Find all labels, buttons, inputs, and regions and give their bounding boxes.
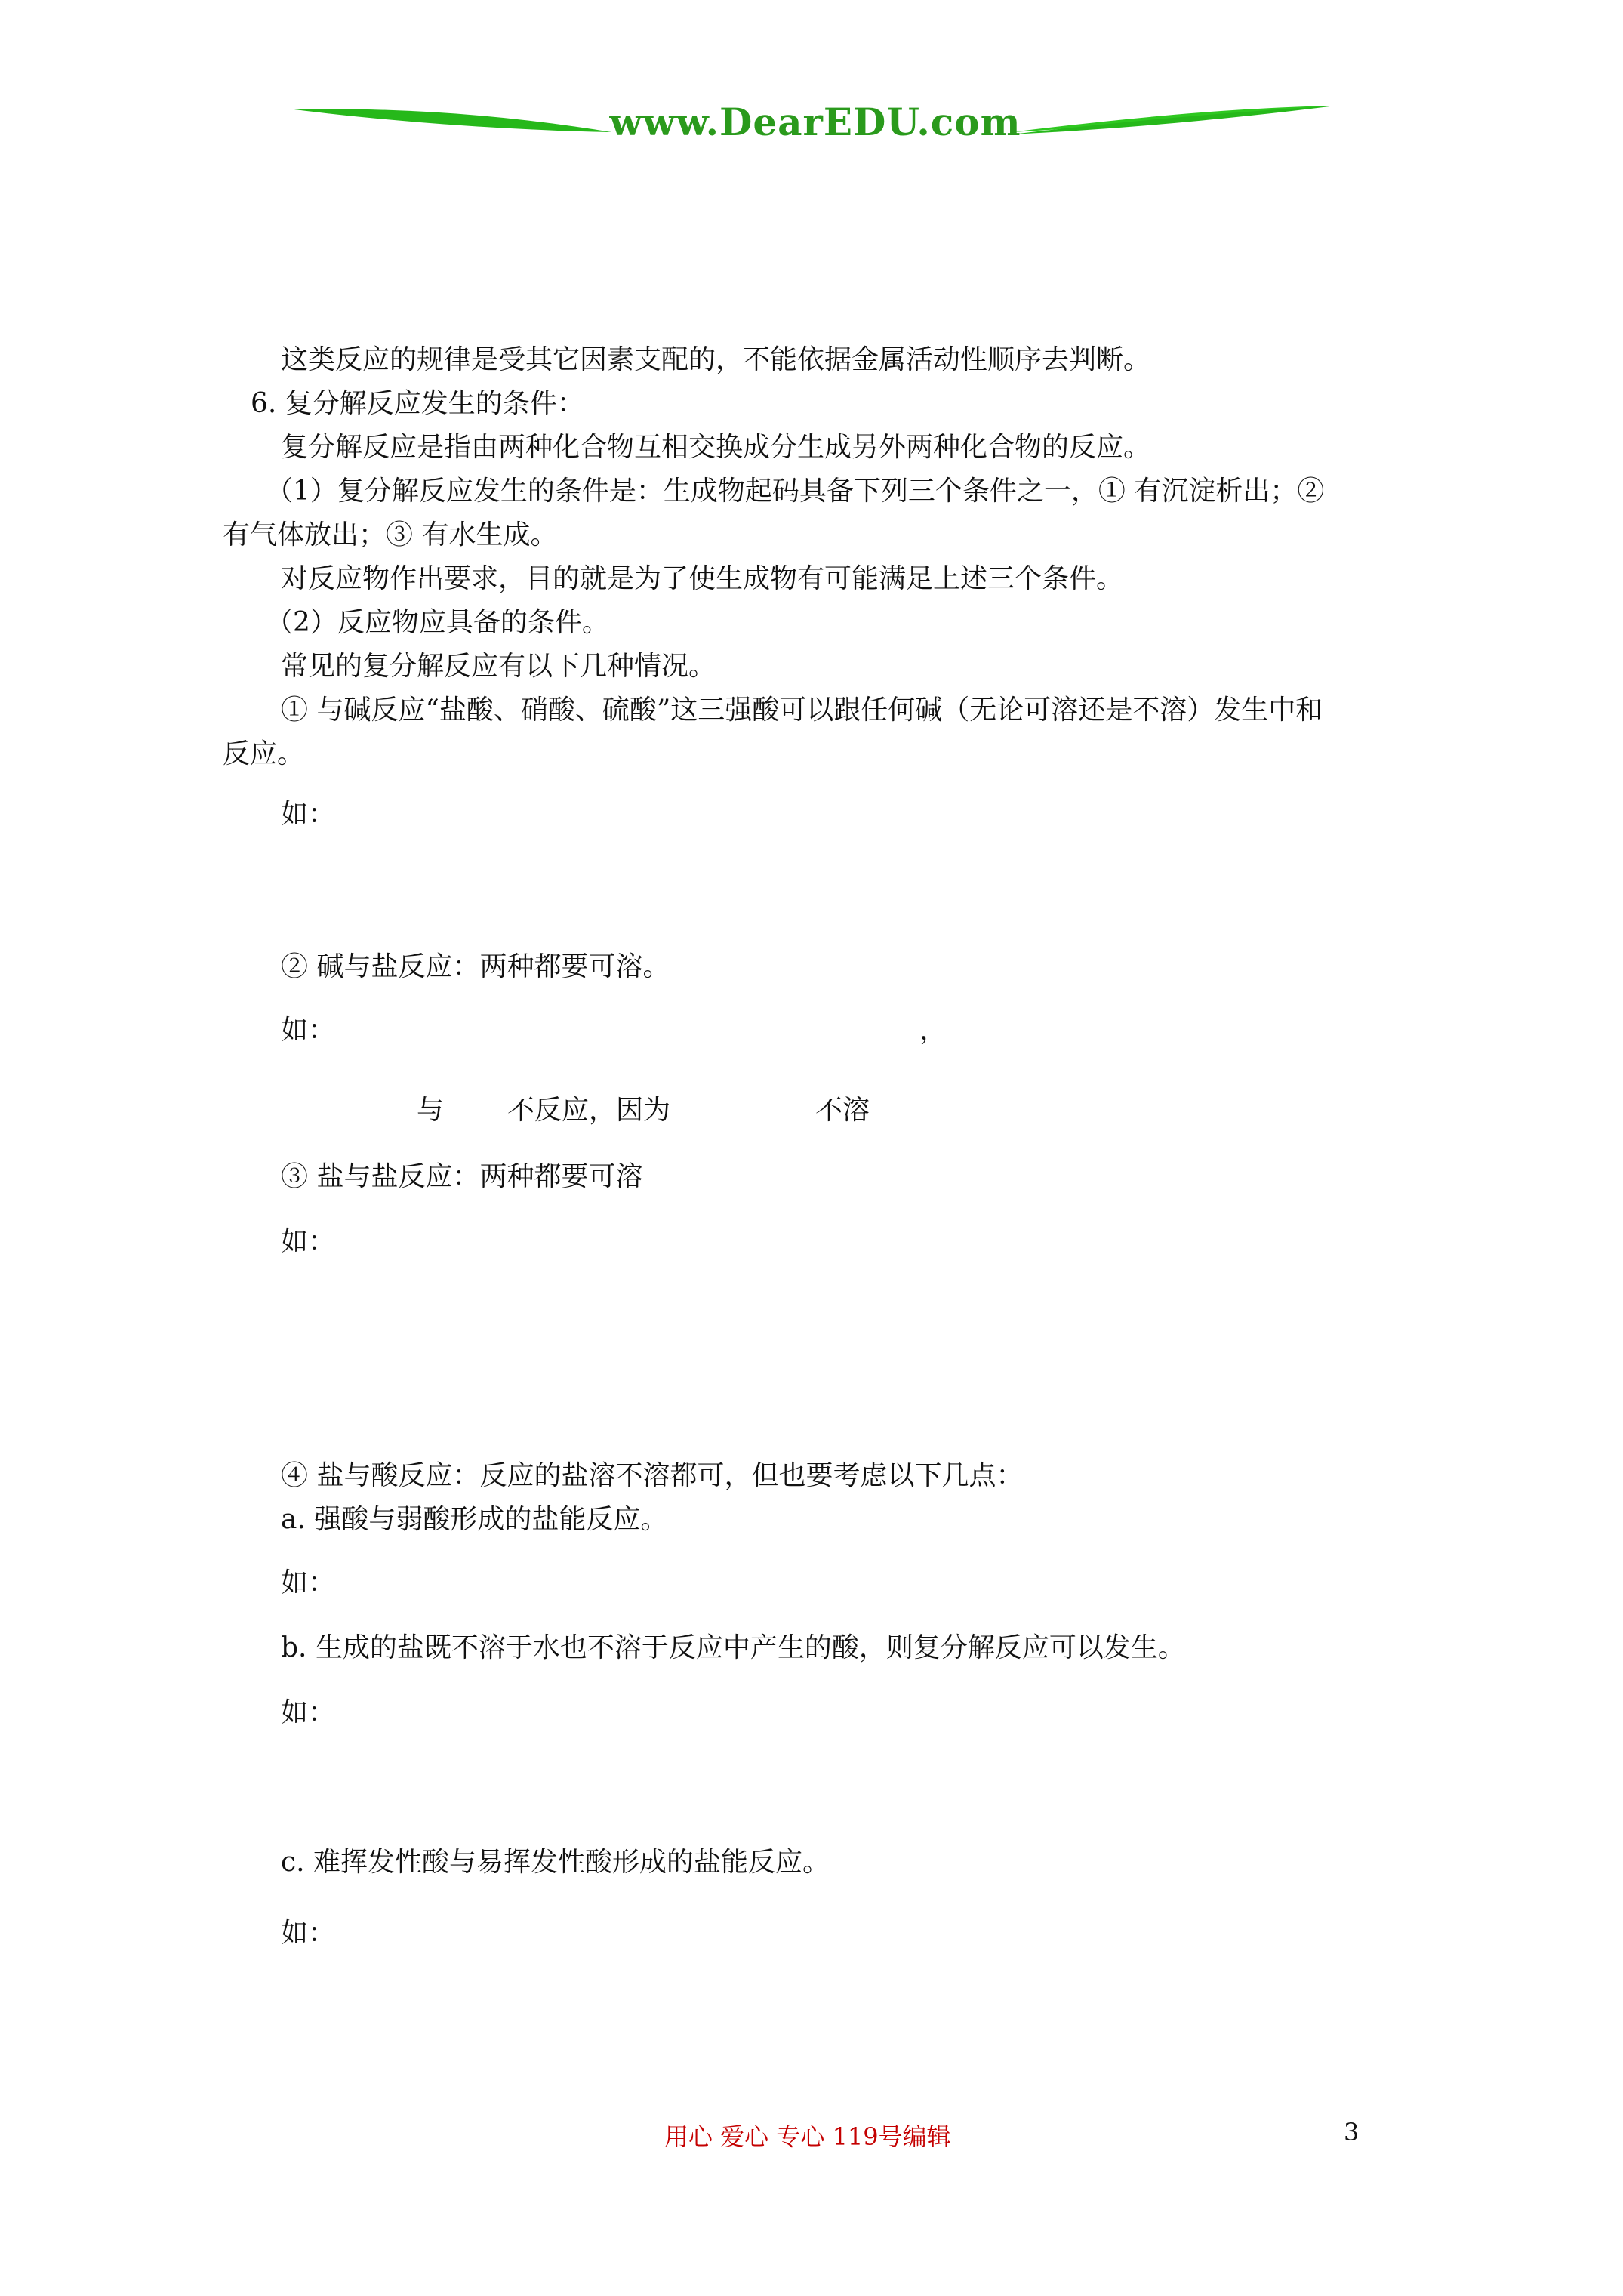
body-fragment: 不反应，因为 (507, 1095, 671, 1126)
punctuation: ， (919, 1015, 947, 1046)
body-line: ③ 盐与盐反应：两种都要可溶 (281, 1161, 643, 1192)
footer-text: 用心 爱心 专心 119号编辑 (664, 2122, 951, 2151)
body-line: 对反应物作出要求，目的就是为了使生成物有可能满足上述三个条件。 (281, 563, 1124, 594)
example-label: 如： (281, 799, 336, 830)
body-line: （1）复分解反应发生的条件是：生成物起码具备下列三个条件之一，① 有沉淀析出；② (266, 476, 1325, 507)
body-line: a. 强酸与弱酸形成的盐能反应。 (281, 1504, 668, 1535)
body-fragment: 不溶 (815, 1095, 870, 1126)
example-label: 如： (281, 1226, 336, 1257)
page-number: 3 (1344, 2118, 1360, 2147)
body-line: ① 与碱反应“盐酸、硝酸、硫酸”这三强酸可以跟任何碱（无论可溶还是不溶）发生中和 (281, 695, 1323, 726)
header-banner (287, 91, 1344, 159)
example-label: 如： (281, 1015, 336, 1046)
body-line: ② 碱与盐反应：两种都要可溶。 (281, 951, 670, 982)
example-label: 如： (281, 1567, 336, 1598)
body-fragment: 与 (417, 1095, 445, 1126)
body-line: ④ 盐与酸反应：反应的盐溶不溶都可，但也要考虑以下几点： (281, 1460, 1024, 1491)
body-line: 反应。 (223, 738, 305, 769)
body-line: 复分解反应是指由两种化合物互相交换成分生成另外两种化合物的反应。 (281, 432, 1151, 463)
example-label: 如： (281, 1918, 336, 1949)
body-line: b. 生成的盐既不溶于水也不溶于反应中产生的酸，则复分解反应可以发生。 (281, 1632, 1185, 1663)
body-line: c. 难挥发性酸与易挥发性酸形成的盐能反应。 (281, 1847, 830, 1878)
body-line: 有气体放出；③ 有水生成。 (223, 519, 558, 550)
example-label: 如： (281, 1697, 336, 1728)
body-line: （2）反应物应具备的条件。 (266, 607, 609, 638)
section-heading: 6. 复分解反应发生的条件： (251, 388, 584, 419)
body-line: 常见的复分解反应有以下几种情况。 (281, 651, 716, 682)
body-line: 这类反应的规律是受其它因素支配的，不能依据金属活动性顺序去判断。 (281, 344, 1151, 375)
header-site-name: www.DearEDU.com (609, 100, 1021, 144)
